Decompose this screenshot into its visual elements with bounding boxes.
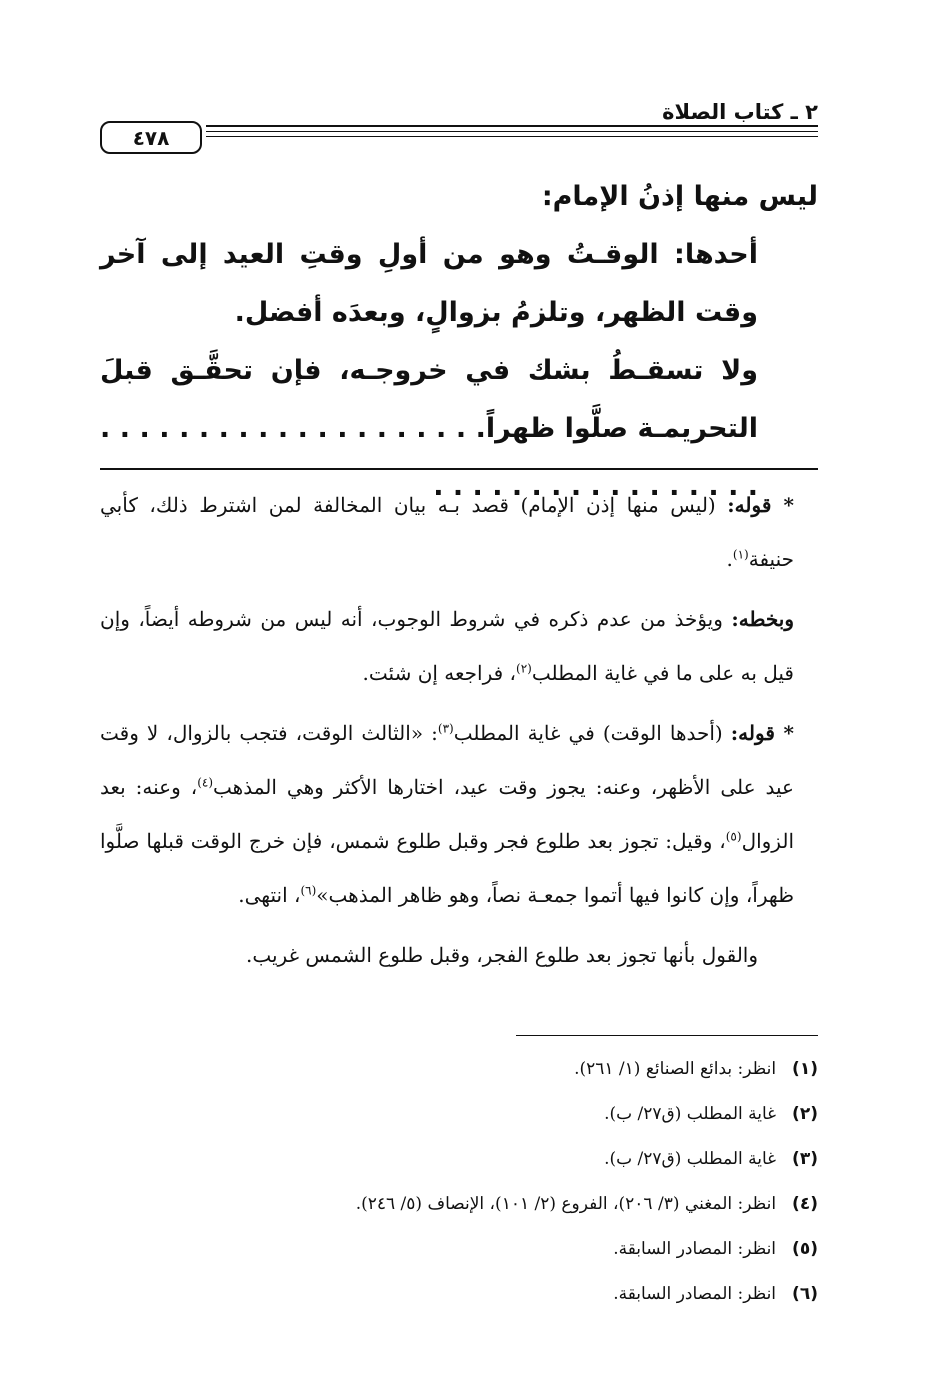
commentary-lead: * قوله:	[727, 493, 794, 517]
footnote	[100, 1092, 818, 1137]
footnote-ref[interactable]: (٥)	[725, 829, 742, 844]
commentary-lead: * قوله:	[730, 721, 795, 745]
footnote-text: انظر: المصادر السابقة.	[613, 1239, 777, 1259]
footnote-number: (٤)	[792, 1194, 818, 1214]
section-divider	[100, 468, 818, 470]
commentary-text: ، فراجعه إن شئت.	[362, 661, 516, 685]
commentary	[100, 478, 818, 988]
commentary-text: .	[726, 547, 733, 571]
running-head: ٢ ـ كتاب الصلاة	[662, 100, 818, 124]
footnote-text: انظر: بدائع الصنائع (١/ ٢٦١).	[574, 1059, 777, 1079]
footnote	[100, 1047, 818, 1092]
header-rule	[206, 125, 818, 127]
footnote-number: (٣)	[792, 1149, 818, 1169]
footnote-number: (١)	[792, 1059, 818, 1079]
footnote-text: انظر: المغني (٣/ ٢٠٦)، الفروع (٢/ ١٠١)، الإنصاف (٥/ ٢٤٦).	[355, 1194, 777, 1214]
commentary-paragraph	[100, 592, 818, 700]
commentary-text: (ليس منها إذن الإمام) قصد بـه بيان المخالفة لمن اشترط ذلك، كأبي حنيفة	[100, 493, 794, 571]
footnotes	[100, 1047, 818, 1317]
commentary-paragraph	[100, 478, 818, 586]
footnote	[100, 1137, 818, 1182]
footnote-number: (٦)	[792, 1284, 818, 1304]
footnote	[100, 1227, 818, 1272]
footnote-ref[interactable]: (٢)	[516, 661, 532, 676]
main-text-paragraph: ولا تسقـطُ بشك في خروجـه، فإن تحقَّـق قبلَ التحريمـة صلَّوا ظهراً. . . . . . . . . . . . . . . . . . . . . . . . . . . . . . . . . . . . .	[100, 355, 758, 502]
commentary-text: ويؤخذ من عدم ذكره في شروط الوجوب، أنه ليس من شروطه أيضاً، وإن قيل به على ما في غاية المطلب	[100, 607, 794, 685]
commentary-text: (أحدها الوقت) في غاية المطلب	[453, 721, 723, 745]
footnote-number: (٥)	[792, 1239, 818, 1259]
commentary-paragraph	[100, 706, 818, 922]
commentary-lead: وبخطه:	[731, 607, 794, 631]
footnote	[100, 1272, 818, 1317]
header-rule	[206, 131, 818, 132]
footnote-number: (٢)	[792, 1104, 818, 1124]
footnote-ref[interactable]: (٣)	[437, 721, 454, 736]
header-rule	[206, 136, 818, 137]
main-text-paragraph: أحدها: الوقـتُ وهو من أولِ وقتِ العيد إلى آخر وقت الظهر، وتلزمُ بزوالٍ، وبعدَه أفضل.	[100, 239, 758, 328]
footnote-ref[interactable]: (٤)	[197, 775, 214, 790]
footnote-ref[interactable]: (٦)	[300, 883, 317, 898]
footnote-ref[interactable]: (١)	[732, 547, 749, 562]
footnote-divider	[516, 1035, 818, 1036]
commentary-text: ، وقيل: تجوز بعد طلوع فجر وقبل طلوع شمس، فإن خرج الوقت قبلها صلَّوا ظهراً، وإن كانوا فيها أتموا جمعـة نصاً، وهو ظاهر المذهب»	[100, 829, 794, 907]
footnote-text: غاية المطلب (ق٢٧/ ب).	[604, 1104, 777, 1124]
page-number: ٤٧٨	[100, 121, 202, 154]
commentary-paragraph: والقول بأنها تجوز بعد طلوع الفجر، وقبل طلوع الشمس غريب.	[245, 943, 758, 967]
footnote-text: انظر: المصادر السابقة.	[613, 1284, 777, 1304]
main-text	[100, 168, 818, 516]
commentary-text: ، وعنه: بعد الزوال	[100, 775, 794, 853]
commentary-text: : «الثالث الوقت، فتجب بالزوال، لا وقت عيد على الأظهر، وعنه: يجوز وقت عيد، اختارها الأكثر وهي المذهب	[100, 721, 794, 799]
main-text-line: ليس منها إذنُ الإمام:	[541, 181, 818, 212]
footnote-text: غاية المطلب (ق٢٧/ ب).	[604, 1149, 777, 1169]
book-page	[100, 0, 818, 1383]
commentary-text: ، انتهى.	[238, 883, 301, 907]
footnote	[100, 1182, 818, 1227]
